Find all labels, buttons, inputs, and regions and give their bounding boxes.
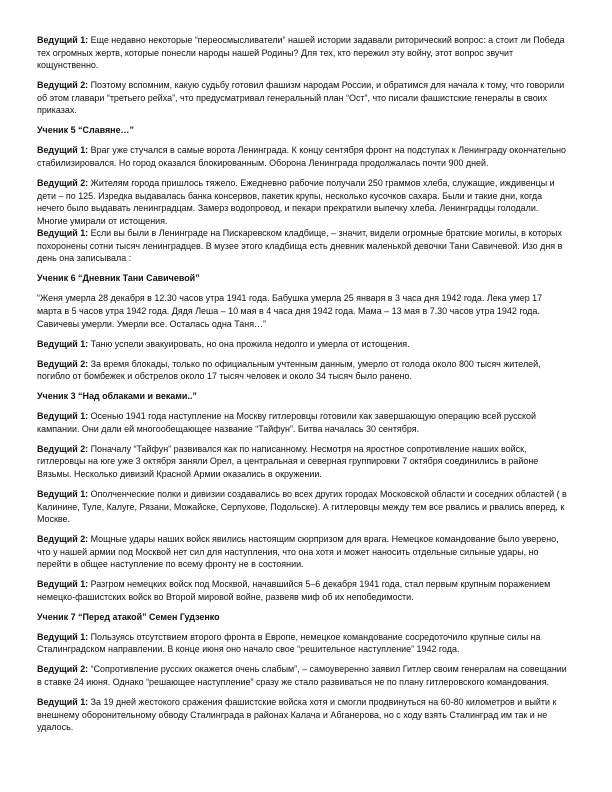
speaker-label: Ведущий 1: xyxy=(37,228,89,239)
paragraph xyxy=(37,227,568,265)
paragraph-text: За время блокады, только по официальным учтенным данным, умерло от голода около 800 тысяч жителей, погибло от бомбежек и обстрелов около 17 тысяч человек и около 34 тысяч было ранено. xyxy=(37,358,541,382)
diary-quote xyxy=(37,292,568,330)
section-heading: Ученик 7 “Перед атакой” Семен Гудзенко xyxy=(37,611,220,622)
paragraph xyxy=(37,663,568,688)
paragraph-text: Еще недавно некоторые “переосмысливатели” нашей истории задавали риторический вопрос: а стоит ли Победа тех огромных жертв, которые понесли народы нашей Родины? Для тех, кто пережил эту войну, этот вопрос звучит кощунственно. xyxy=(37,35,565,71)
paragraph-group xyxy=(37,177,568,265)
speaker-label: Ведущий 2: xyxy=(37,80,89,91)
paragraph-text: “Сопротивление русских окажется очень слабым”, – самоуверенно заявил Гитлер своим генералам на совещании в ставке 24 июня. Однако “решающее наступление” сразу же стало развиваться не по плану гитлеровского командования. xyxy=(37,664,567,687)
paragraph xyxy=(37,631,568,656)
speaker-label: Ведущий 2: xyxy=(37,534,89,545)
paragraph xyxy=(37,177,568,227)
paragraph-text: Разгром немецких войск под Москвой, начавшийся 5–6 декабря 1941 года, стал первым крупным поражением немецко-фашистских войск во Второй мировой войне, развеяв миф об их непобедимости. xyxy=(37,579,551,602)
paragraph-text: За 19 дней жестокого сражения фашистские войска хотя и смогли продвинуться на 60-80 километров и выйти к внешнему оборонительному обводу Сталинграда в районах Калача и Абганерова, но с ходу взять Сталинград им так и не удалось. xyxy=(37,696,557,733)
paragraph xyxy=(37,533,568,571)
section-heading: Ученик 5 “Славяне…” xyxy=(37,125,134,136)
section-heading: Ученик 6 “Дневник Тани Савичевой” xyxy=(37,273,200,284)
speaker-label: Ведущий 1: xyxy=(37,411,89,422)
paragraph-text: Ополченческие полки и дивизии создавались во всех других городах Московской области и соседних областей ( в Калинине, Туле, Калуге, Рязани, Можайске, Серпухове, Подольске). А гитлеровцы между тем все рвались и рвались вперед, к Москве. xyxy=(37,488,567,525)
paragraph-text: Поэтому вспомним, какую судьбу готовил фашизм народам России, и обратимся для начала к тому, что говорили об этом главари “третьего рейха”, что предусматривал генеральный план “Ост”, что писали фашистские генералы в своих приказах. xyxy=(37,80,565,116)
speaker-label: Ведущий 1: xyxy=(37,631,89,642)
speaker-label: Ведущий 2: xyxy=(37,664,89,675)
paragraph-text: Жителям города пришлось тяжело. Ежедневно рабочие получали 250 граммов хлеба, служащие, иждивенцы и дети – по 125. Изредка выдавалась банка консервов, пакетик крупы, несколько кусочков сахара. Были и такие дни, когда нечего было выдавать ленинградцам. Замерз водопровод, и пекари прекратили выпечку хлеба. Ленинградцы голодали. Многие умирали от истощения. xyxy=(37,177,555,226)
paragraph-text: Мощные удары наших войск явились настоящим сюрпризом для врага. Немецкое командование было уверено, что у нашей армии под Москвой нет сил для наступления, что она хотя и может наносить отдельные сильные удары, но перейти в общее наступление по всему фронту не в состоянии. xyxy=(37,534,559,570)
paragraph xyxy=(37,488,568,526)
section-heading: Ученик 3 “Над облаками и веками..” xyxy=(37,391,197,402)
paragraph-text: Пользуясь отсутствием второго фронта в Европе, немецкое командование сосредоточило крупные силы на Сталинградском направлении. В конце июня оно начало свое “решительное наступление” 1942 года. xyxy=(37,631,541,655)
paragraph xyxy=(37,338,568,351)
speaker-label: Ведущий 2: xyxy=(37,358,89,369)
speaker-label: Ведущий 1: xyxy=(37,338,89,349)
paragraph xyxy=(37,79,568,117)
speaker-label: Ведущий 2: xyxy=(37,177,89,188)
paragraph xyxy=(37,34,568,72)
speaker-label: Ведущий 2: xyxy=(37,443,89,454)
speaker-label: Ведущий 1: xyxy=(37,35,89,45)
paragraph-text: Если вы были в Ленинграде на Пискаревском кладбище, – значит, видели огромные братские могилы, в которых похоронены сотни тысяч ленинградцев. В музее этого кладбища есть дневник маленькой девочки Тани Савичевой. Изо дня в день она записывала : xyxy=(37,228,563,264)
paragraph xyxy=(37,410,568,435)
speaker-label: Ведущий 1: xyxy=(37,696,89,707)
paragraph-text: Осенью 1941 года наступление на Москву гитлеровцы готовили как завершающую операцию всей русской кампании. Они дали ей многообещающее название “Тайфун”. Битва началась 30 сентября. xyxy=(37,411,536,434)
paragraph-text: Поначалу “Тайфун” развивался как по написанному. Несмотря на яростное сопротивление наших войск, гитлеровцы на юге уже 3 октября заняли Орел, а центральная и северная группировки 7 октября соединились в районе Вязьмы. Несколько дивизий Красной Армии оказались в окружении. xyxy=(37,443,539,479)
paragraph xyxy=(37,144,568,169)
paragraph xyxy=(37,443,568,481)
paragraph xyxy=(37,696,568,734)
paragraph-text: Таню успели эвакуировать, но она прожила недолго и умерла от истощения. xyxy=(88,338,410,349)
paragraph xyxy=(37,578,568,603)
paragraph-text: “Женя умерла 28 декабря в 12.30 часов утра 1941 года. Бабушка умерла 25 января в 3 часа дня 1942 года. Лека умер 17 марта в 5 часов утра 1942 года. Дядя Леша – 10 мая в 4 часа дня 1942 года. Мама – 13 мая в 7.30 часов утра 1942 года. Савичевы умерли. Умерли все. Осталась одна Таня…” xyxy=(37,293,543,329)
paragraph xyxy=(37,358,568,383)
speaker-label: Ведущий 1: xyxy=(37,579,89,590)
paragraph-text: Враг уже стучался в самые ворота Ленинграда. К концу сентября фронт на подступах к Ленинграду окончательно стабилизировался. Но город оказался блокированным. Оборона Ленинграда продолжалась почти 900 дней. xyxy=(37,145,567,168)
speaker-label: Ведущий 1: xyxy=(37,488,89,499)
speaker-label: Ведущий 1: xyxy=(37,145,89,156)
